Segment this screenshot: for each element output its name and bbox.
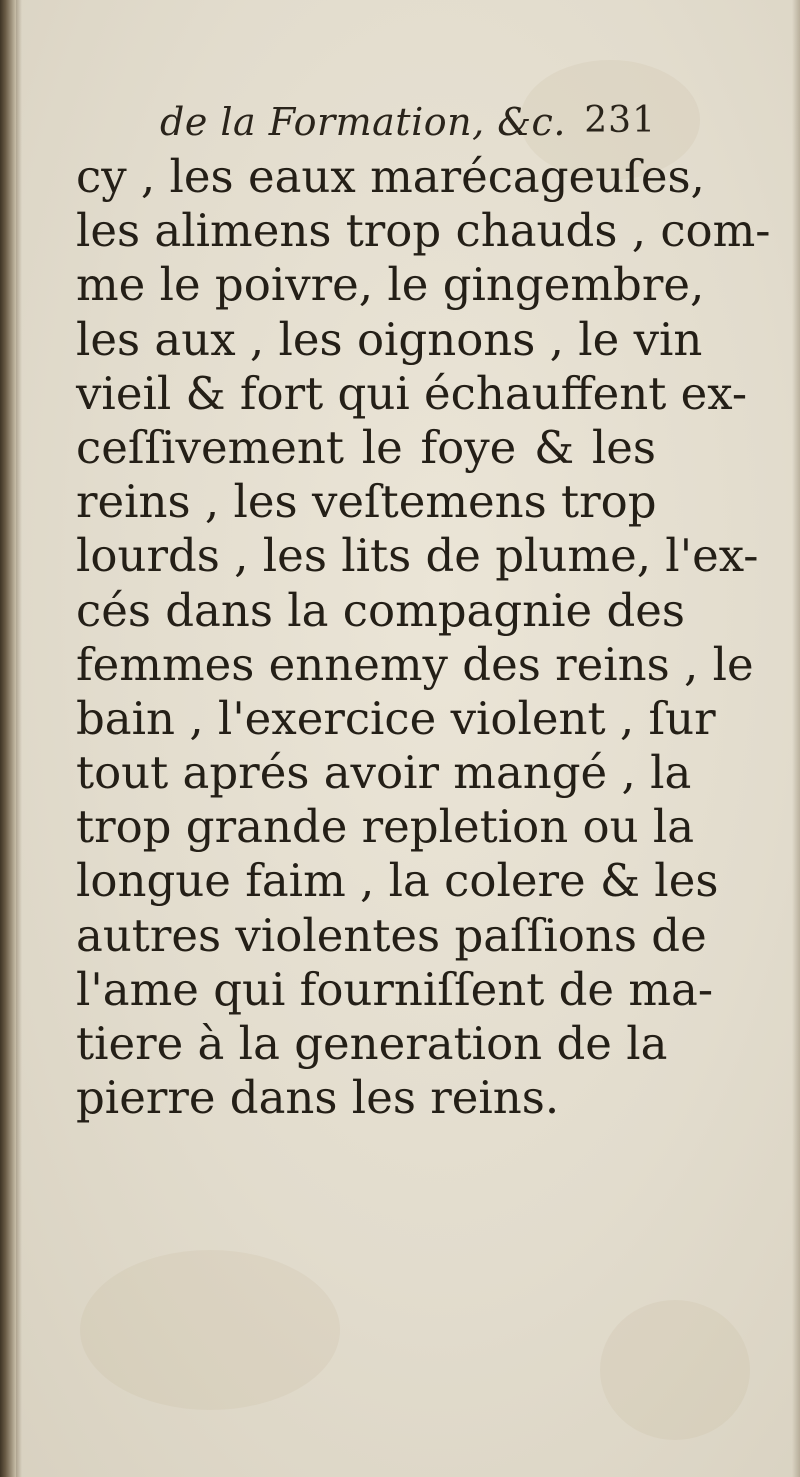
body-text xyxy=(76,150,771,1125)
text-line: cés dans la compagnie des xyxy=(76,583,686,637)
text-line: me le poivre, le gingembre, xyxy=(76,258,705,312)
text-line: les alimens trop chauds , com- xyxy=(76,204,771,258)
text-line: reins , les veſtemens trop xyxy=(76,475,657,529)
text-line: tiere à la generation de la xyxy=(76,1017,668,1070)
bleed-through-text xyxy=(120,1125,680,1345)
text-line: l'ame qui fourniſſent de ma- xyxy=(76,962,714,1016)
text-line: longue faim , la colere & les xyxy=(76,854,719,908)
text-line: lourds , les lits de plume, l'ex- xyxy=(76,529,759,583)
binding-gutter xyxy=(0,0,16,1477)
text-line: tout aprés avoir mangé , la xyxy=(76,746,692,800)
text-line: ceſſivement le foye & les xyxy=(76,420,656,474)
page-header xyxy=(160,98,660,150)
page-number: 231 xyxy=(584,100,656,141)
text-line: trop grande repletion ou la xyxy=(76,800,695,854)
text-line: femmes ennemy des reins , le xyxy=(76,637,754,691)
page-edge-shadow xyxy=(792,0,800,1477)
text-line: bain , l'exercice violent , ſur xyxy=(76,691,716,745)
text-line: autres violentes paſſions de xyxy=(76,908,707,962)
text-line: vieil & fort qui échauffent ex- xyxy=(76,366,748,420)
running-title: de la Formation, &c. xyxy=(160,100,566,144)
text-line: cy , les eaux marécageuſes, xyxy=(76,150,705,203)
gutter-shadow xyxy=(16,0,22,1477)
text-line: pierre dans les reins. xyxy=(76,1071,560,1125)
text-line: les aux , les oignons , le vin xyxy=(76,312,703,366)
